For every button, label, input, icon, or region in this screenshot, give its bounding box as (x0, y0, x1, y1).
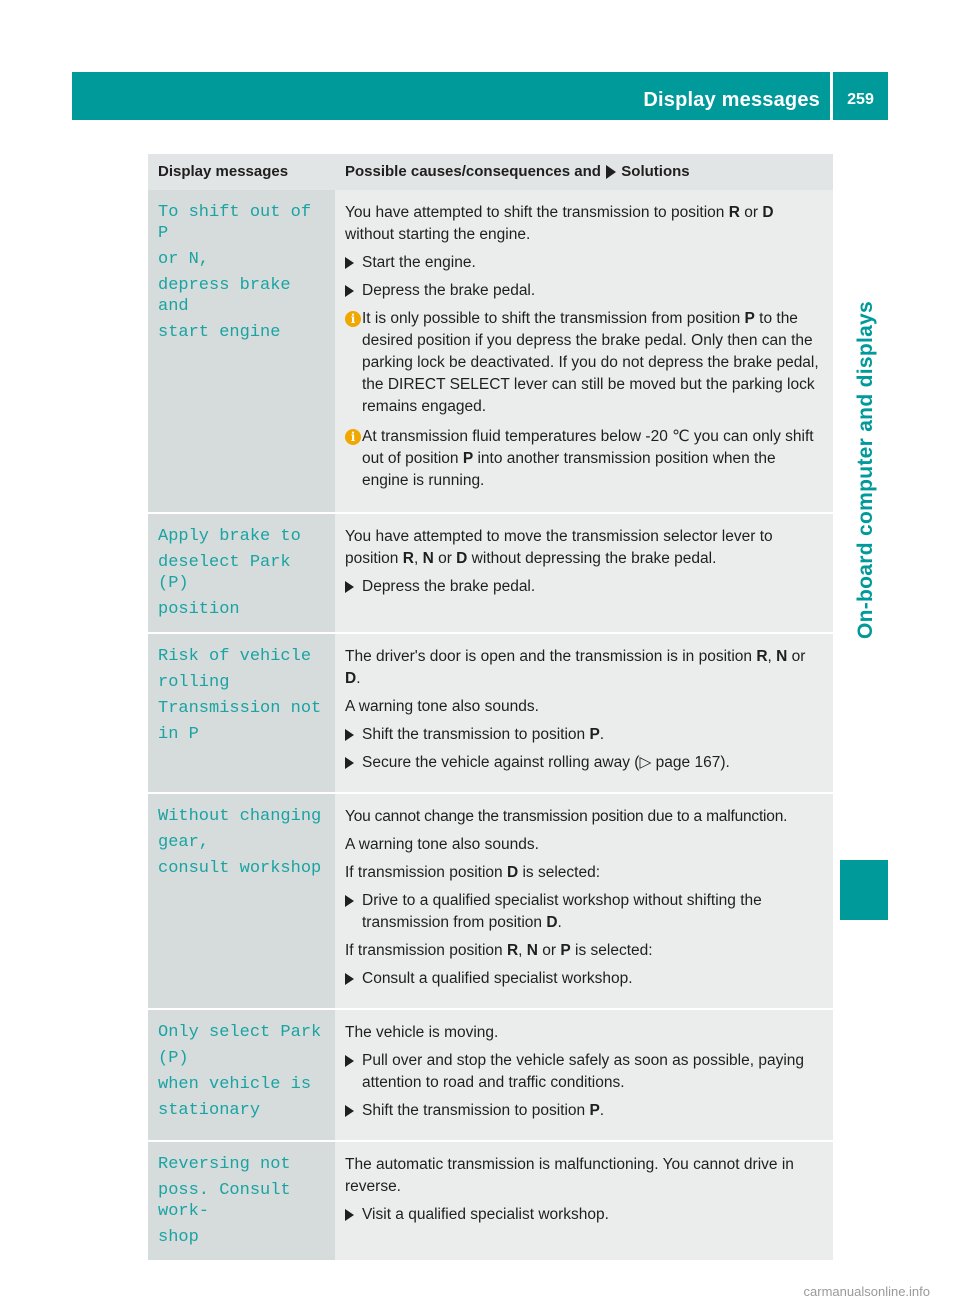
column-header-causes-text: Possible causes/consequences and (345, 163, 601, 180)
table-row (148, 793, 833, 1009)
solution-cell (335, 793, 833, 1009)
message-line: consult workshop (158, 859, 322, 878)
solution-step: Secure the vehicle against rolling away (▷ page 167). (345, 752, 825, 774)
cause-paragraph: A warning tone also sounds. (345, 698, 539, 715)
table-row (148, 190, 833, 513)
message-line: Transmission not (158, 699, 322, 718)
message-line: poss. Consult work‐ (158, 1181, 291, 1221)
message-line: stationary (158, 1101, 261, 1120)
cause-paragraph: A warning tone also sounds. (345, 836, 539, 853)
message-line: Risk of vehicle (158, 647, 312, 666)
message-line: Without changing (158, 807, 322, 826)
page-reference-icon: ▷ (639, 754, 652, 771)
column-header-display-messages: Display messages (148, 154, 335, 190)
step-arrow-icon (345, 757, 354, 769)
cause-paragraph: The vehicle is moving. (345, 1024, 499, 1041)
section-title: Display messages (643, 89, 820, 111)
cause-paragraph: You have attempted to shift the transmission to position R or D without starting the engine. (345, 204, 774, 243)
message-cell (148, 1009, 335, 1141)
step-arrow-icon (345, 1055, 354, 1067)
message-line: shop (158, 1228, 199, 1247)
message-cell (148, 793, 335, 1009)
message-cell (148, 633, 335, 793)
display-message (158, 1154, 327, 1248)
message-line: rolling (158, 673, 230, 692)
message-line: deselect Park (P) (158, 553, 291, 593)
solution-cell (335, 633, 833, 793)
info-note: i At transmission fluid temperatures below -20 ℃ you can only shift out of position P into another transmission position when the engine is running. (345, 426, 825, 492)
solution-cell (335, 1141, 833, 1261)
page-reference-link[interactable]: page 167). (651, 754, 730, 771)
display-message (158, 526, 327, 620)
column-header-solutions-text: Solutions (621, 163, 690, 180)
solution-step: Start the engine. (345, 252, 825, 274)
message-line: or N, (158, 250, 210, 269)
step-arrow-icon (345, 729, 354, 741)
cause-paragraph: The automatic transmission is malfunctioning. You cannot drive in reverse. (345, 1156, 794, 1195)
solution-cell (335, 513, 833, 633)
message-line: in P (158, 725, 199, 744)
solution-arrow-icon (606, 165, 616, 179)
solution-step: Depress the brake pedal. (345, 280, 825, 302)
message-line: To shift out of P (158, 203, 312, 243)
cause-paragraph: If transmission position D is selected: (345, 864, 601, 881)
watermark-text: carmanualsonline.info (803, 1284, 930, 1299)
chapter-side-tab-label: On-board computer and displays (854, 300, 877, 640)
chapter-side-tab-marker (840, 860, 888, 920)
message-cell (148, 513, 335, 633)
cause-paragraph: The driver's door is open and the transmission is in position R, N or D. (345, 648, 806, 687)
solution-step: Consult a qualified specialist workshop. (345, 968, 825, 990)
message-line: position (158, 600, 240, 619)
step-arrow-icon (345, 257, 354, 269)
message-line: when vehicle is (158, 1075, 312, 1094)
message-cell (148, 190, 335, 513)
column-header-causes-solutions (335, 154, 833, 190)
info-icon: i (345, 429, 361, 445)
solution-step: Pull over and stop the vehicle safely as soon as possible, paying attention to road and traffic conditions. (345, 1050, 825, 1094)
message-line: start engine (158, 323, 281, 342)
info-note: i It is only possible to shift the transmission from position P to the desired position if you depress the brake pedal. Only then can the parking lock be deactivated. If you do not depress the brake pedal, the DIRECT SELECT lever can still be moved but the parking lock remains engaged. (345, 308, 825, 418)
display-message (158, 806, 327, 879)
page-header-bar (72, 72, 888, 120)
solution-step: Shift the transmission to position P. (345, 724, 825, 746)
cause-paragraph: You cannot change the transmission position due to a malfunction. (345, 808, 788, 825)
table-row (148, 513, 833, 633)
display-message (158, 646, 327, 745)
display-messages-table (148, 154, 833, 1262)
step-arrow-icon (345, 895, 354, 907)
solution-step: Depress the brake pedal. (345, 576, 825, 598)
page-number: 259 (847, 91, 874, 108)
solution-step: Drive to a qualified specialist workshop without shifting the transmission from position D. (345, 890, 825, 934)
solution-step: Visit a qualified specialist workshop. (345, 1204, 825, 1226)
table-row (148, 1009, 833, 1141)
table-row (148, 633, 833, 793)
message-line: depress brake and (158, 276, 291, 316)
step-arrow-icon (345, 1209, 354, 1221)
message-line: gear, (158, 833, 210, 852)
message-line: Only select Park (158, 1023, 322, 1042)
solution-cell (335, 190, 833, 513)
info-icon: i (345, 311, 361, 327)
table-row (148, 1141, 833, 1261)
cause-paragraph: You have attempted to move the transmission selector lever to position R, N or D without depressing the brake pedal. (345, 528, 773, 567)
table-header-row (148, 154, 833, 190)
message-line: Reversing not (158, 1155, 291, 1174)
message-cell (148, 1141, 335, 1261)
step-arrow-icon (345, 973, 354, 985)
cause-paragraph: If transmission position R, N or P is selected: (345, 942, 653, 959)
solution-cell (335, 1009, 833, 1141)
solution-step: Shift the transmission to position P. (345, 1100, 825, 1122)
step-arrow-icon (345, 1105, 354, 1117)
message-line: Apply brake to (158, 527, 301, 546)
step-arrow-icon (345, 285, 354, 297)
step-arrow-icon (345, 581, 354, 593)
message-line: (P) (158, 1049, 189, 1068)
display-message (158, 202, 327, 343)
display-message (158, 1022, 327, 1121)
